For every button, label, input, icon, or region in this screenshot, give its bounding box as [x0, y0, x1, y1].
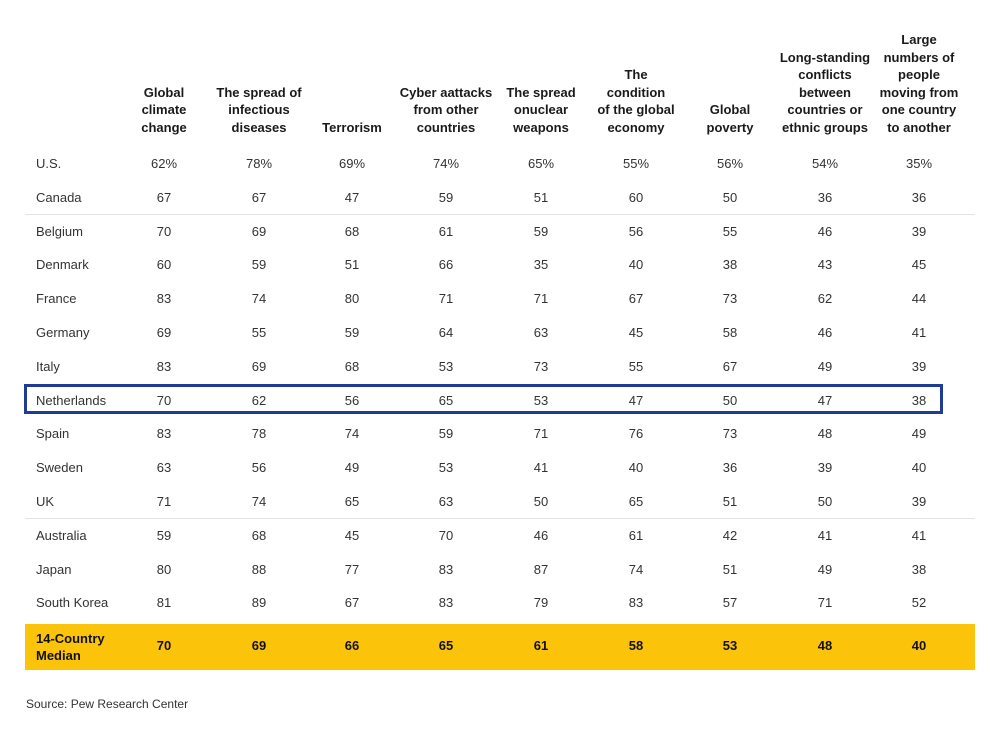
- table-cell: 40: [628, 460, 644, 476]
- table-cell: 73: [722, 291, 738, 307]
- table-cell: 51: [722, 494, 738, 509]
- table-cell: 63: [438, 494, 454, 509]
- column-header-line: to another: [887, 119, 951, 135]
- column-header-text: [216, 84, 301, 137]
- table-cell: 77: [344, 561, 360, 577]
- table-cell: 61: [438, 223, 454, 239]
- table-cell: 45: [911, 257, 927, 273]
- table-cell: 39: [817, 460, 833, 476]
- table-cell: 67: [344, 595, 360, 611]
- table-cell: 68: [344, 358, 360, 374]
- table-cell: 49: [817, 358, 833, 374]
- table-cell: 59: [344, 325, 360, 340]
- table-cell: 65%: [527, 156, 555, 171]
- row-country-label: Canada: [36, 189, 82, 205]
- column-header-text: [707, 101, 754, 136]
- table-cell: 63: [156, 460, 172, 476]
- table-cell: 56: [628, 223, 644, 239]
- table-cell: 45: [344, 527, 360, 543]
- table-cell: 73: [722, 426, 738, 442]
- row-country-label: Spain: [36, 426, 70, 442]
- median-cell: 48: [817, 638, 833, 653]
- column-header-text: [400, 84, 493, 137]
- table-cell: 50: [533, 494, 549, 509]
- table-cell: 53: [438, 460, 454, 476]
- table-cell: 89: [251, 595, 267, 611]
- row-country-label: Australia: [36, 527, 87, 543]
- table-cell: 68: [251, 527, 267, 543]
- column-header-line: infectious: [228, 102, 290, 117]
- median-row-label: [36, 630, 105, 664]
- table-cell: 51: [722, 561, 738, 577]
- row-divider: [25, 518, 975, 519]
- table-cell: 57: [722, 595, 738, 611]
- column-header-line: Cyber aattacks: [399, 84, 493, 100]
- table-cell: 53: [438, 358, 454, 374]
- table-cell: 69: [251, 358, 267, 374]
- table-cell: 79: [533, 595, 549, 611]
- column-header-line: The spread of: [216, 84, 302, 100]
- table-cell: 43: [817, 257, 833, 273]
- table-cell: 38: [911, 561, 927, 577]
- table-cell: 41: [911, 527, 927, 543]
- table-cell: 83: [156, 291, 172, 307]
- table-cell: 47: [817, 392, 833, 408]
- median-label-line: Median: [36, 648, 81, 663]
- row-country-label: Belgium: [36, 223, 83, 239]
- column-header-line: diseases: [231, 119, 287, 135]
- column-header-line: Long-standing: [779, 49, 871, 65]
- median-cell: 65: [438, 638, 454, 653]
- column-header-line: between: [798, 84, 851, 100]
- column-header: [312, 0, 392, 136]
- column-header-line: poverty: [706, 119, 754, 135]
- table-cell: 74: [344, 426, 360, 442]
- table-cell: 56: [344, 392, 360, 408]
- column-header: [690, 0, 770, 136]
- table-cell: 83: [438, 561, 454, 577]
- row-country-label: U.S.: [36, 156, 62, 171]
- table-cell: 70: [438, 527, 454, 543]
- table-cell: 53: [533, 392, 549, 408]
- table-cell: 73: [533, 358, 549, 374]
- table-cell: 80: [344, 291, 360, 307]
- table-cell: 56: [251, 460, 267, 476]
- table-cell: 63: [533, 325, 549, 340]
- table-cell: 60: [156, 257, 172, 273]
- table-cell: 36: [722, 460, 738, 476]
- table-cell: 47: [344, 189, 360, 205]
- source-note: Source: Pew Research Center: [26, 697, 189, 711]
- column-header-line: conflicts: [798, 67, 852, 82]
- table-cell: 41: [533, 460, 549, 476]
- column-header-line: ethnic groups: [782, 119, 868, 135]
- table-cell: 59: [438, 189, 454, 205]
- table-cell: 51: [344, 257, 360, 273]
- table-cell: 62: [251, 392, 267, 408]
- column-header-line: people: [898, 67, 940, 82]
- table-cell: 51: [533, 189, 549, 205]
- table-cell: 71: [156, 494, 172, 509]
- column-header-line: change: [141, 119, 187, 135]
- median-cell: 40: [911, 638, 927, 653]
- column-header: [770, 0, 880, 136]
- median-cell: 61: [533, 638, 549, 653]
- table-cell: 35: [533, 257, 549, 273]
- row-country-label: UK: [36, 494, 55, 509]
- table-cell: 78%: [245, 156, 273, 171]
- column-header: [591, 0, 681, 136]
- table-cell: 78: [251, 426, 267, 442]
- table-cell: 60: [628, 189, 644, 205]
- column-header-text: [141, 84, 187, 137]
- table-cell: 46: [817, 325, 833, 340]
- table-cell: 41: [911, 325, 927, 340]
- table-cell: 71: [533, 426, 549, 442]
- column-header-line: from other: [413, 102, 479, 117]
- table-cell: 62%: [150, 156, 178, 171]
- table-cell: 71: [438, 291, 454, 307]
- table-cell: 67: [156, 189, 172, 205]
- median-cell: 58: [628, 638, 644, 653]
- table-cell: 74: [628, 561, 644, 577]
- table-cell: 62: [817, 291, 833, 307]
- column-header-line: moving from: [879, 84, 959, 100]
- column-header-line: weapons: [513, 119, 569, 135]
- column-header-line: onuclear: [513, 102, 569, 117]
- column-header-line: of the global: [597, 102, 675, 117]
- column-header: [391, 0, 501, 136]
- column-header-line: Terrorism: [322, 119, 382, 135]
- table-cell: 87: [533, 561, 549, 577]
- table-cell: 70: [156, 223, 172, 239]
- table-cell: 64: [438, 325, 454, 340]
- median-cell: 66: [344, 638, 360, 653]
- table-cell: 69%: [338, 156, 366, 171]
- table-cell: 71: [533, 291, 549, 307]
- median-label-line: 14-Country: [36, 631, 105, 646]
- row-country-label: South Korea: [36, 595, 109, 611]
- table-cell: 48: [817, 426, 833, 442]
- row-country-label: France: [36, 291, 77, 307]
- table-cell: 40: [628, 257, 644, 273]
- median-cell: 53: [722, 638, 738, 653]
- column-header-line: condition: [606, 84, 666, 100]
- table-cell: 59: [251, 257, 267, 273]
- table-cell: 74: [251, 291, 267, 307]
- table-cell: 66: [438, 257, 454, 273]
- table-cell: 68: [344, 223, 360, 239]
- row-country-label: Sweden: [36, 460, 83, 476]
- table-cell: 65: [628, 494, 644, 509]
- table-cell: 65: [438, 392, 454, 408]
- column-header-line: countries: [416, 119, 476, 135]
- table-cell: 50: [722, 392, 738, 408]
- table-cell: 55: [628, 358, 644, 374]
- table-cell: 46: [817, 223, 833, 239]
- table-cell: 55%: [622, 156, 650, 171]
- table-cell: 39: [911, 223, 927, 239]
- table-cell: 61: [628, 527, 644, 543]
- table-cell: 67: [722, 358, 738, 374]
- column-header-line: Global: [143, 84, 185, 100]
- table-cell: 45: [628, 325, 644, 340]
- table-cell: 59: [533, 223, 549, 239]
- column-header-line: climate: [141, 102, 187, 117]
- table-cell: 76: [628, 426, 644, 442]
- table-cell: 83: [156, 358, 172, 374]
- row-country-label: Italy: [36, 358, 60, 374]
- row-country-label: Netherlands: [36, 392, 107, 408]
- table-cell: 42: [722, 527, 738, 543]
- table-cell: 69: [251, 223, 267, 239]
- table-cell: 88: [251, 561, 267, 577]
- row-country-label: Denmark: [36, 257, 89, 273]
- table-cell: 69: [156, 325, 172, 340]
- table-cell: 49: [911, 426, 927, 442]
- table-cell: 67: [251, 189, 267, 205]
- table-cell: 55: [251, 325, 267, 340]
- table-cell: 74%: [432, 156, 460, 171]
- table-cell: 35%: [905, 156, 933, 171]
- column-header-line: economy: [607, 119, 665, 135]
- column-header-line: countries or: [787, 102, 863, 117]
- table-cell: 46: [533, 527, 549, 543]
- table-cell: 59: [156, 527, 172, 543]
- median-cell: 69: [251, 638, 267, 653]
- highlight-row-box: [24, 384, 943, 414]
- table-cell: 52: [911, 595, 927, 611]
- column-header-text: [880, 31, 959, 136]
- column-header-line: numbers of: [883, 49, 955, 65]
- table-cell: 39: [911, 358, 927, 374]
- table-cell: 50: [722, 189, 738, 205]
- table-cell: 71: [817, 595, 833, 611]
- table-cell: 65: [344, 494, 360, 509]
- table-cell: 58: [722, 325, 738, 340]
- table-cell: 67: [628, 291, 644, 307]
- table-cell: 44: [911, 291, 927, 307]
- row-divider: [25, 214, 975, 215]
- table-cell: 54%: [811, 156, 839, 171]
- table-cell: 39: [911, 494, 927, 509]
- table-cell: 38: [911, 392, 927, 408]
- row-country-label: Japan: [36, 561, 72, 577]
- column-header-text: [597, 66, 674, 136]
- table-cell: 41: [817, 527, 833, 543]
- column-header: [209, 0, 309, 136]
- column-header-text: [506, 84, 575, 137]
- table-cell: 49: [344, 460, 360, 476]
- table-cell: 49: [817, 561, 833, 577]
- column-header-line: The: [624, 67, 648, 82]
- table-cell: 36: [911, 189, 927, 205]
- table-cell: 83: [438, 595, 454, 611]
- table-cell: 70: [156, 392, 172, 408]
- table-cell: 83: [156, 426, 172, 442]
- table-cell: 80: [156, 561, 172, 577]
- median-cell: 70: [156, 638, 172, 653]
- table-cell: 81: [156, 595, 172, 611]
- table-cell: 56%: [716, 156, 744, 171]
- table-cell: 55: [722, 223, 738, 239]
- table-cell: 59: [438, 426, 454, 442]
- table-cell: 83: [628, 595, 644, 611]
- column-header-text: [322, 119, 382, 137]
- table-cell: 50: [817, 494, 833, 509]
- column-header-line: one country: [881, 102, 957, 117]
- table-cell: 40: [911, 460, 927, 476]
- table-cell: 74: [251, 494, 267, 509]
- column-header-line: Large: [901, 32, 937, 47]
- column-header-line: Global: [709, 102, 751, 117]
- table-cell: 38: [722, 257, 738, 273]
- column-header-text: [780, 49, 870, 137]
- row-country-label: Germany: [36, 325, 90, 340]
- column-header: [869, 0, 969, 136]
- column-header-line: The spread: [506, 84, 576, 100]
- table-cell: 36: [817, 189, 833, 205]
- table-cell: 47: [628, 392, 644, 408]
- column-header: [496, 0, 586, 136]
- column-header: [124, 0, 204, 136]
